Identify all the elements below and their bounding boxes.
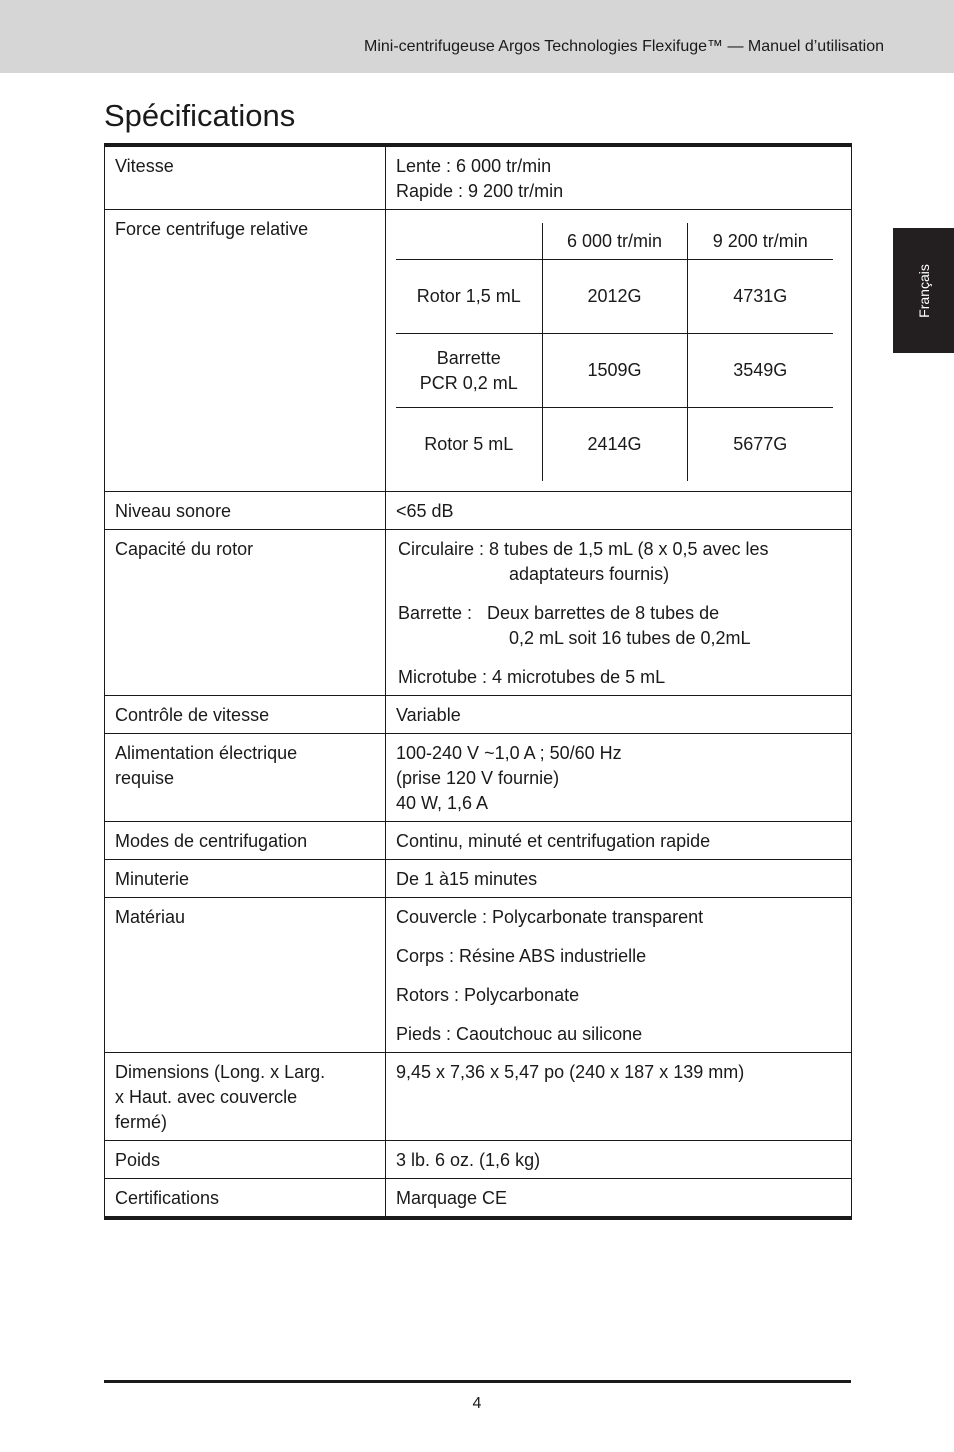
spec-label: Poids <box>105 1141 386 1179</box>
material-line: Couvercle : Polycarbonate transparent <box>396 907 704 927</box>
spec-value: De 1 à15 minutes <box>386 860 852 898</box>
spec-row-materiau <box>105 898 852 1053</box>
spec-label: Matériau <box>105 898 386 1053</box>
spec-label-line: Dimensions (Long. x Larg. <box>115 1062 326 1082</box>
spec-value-line: 40 W, 1,6 A <box>396 793 489 813</box>
spec-row-certifications <box>105 1179 852 1219</box>
spec-value: Variable <box>386 696 852 734</box>
spec-label: Niveau sonore <box>105 492 386 530</box>
spec-row-dimensions <box>105 1053 852 1141</box>
page-number: 4 <box>472 1395 482 1412</box>
spec-value-line: (prise 120 V fournie) <box>396 768 560 788</box>
spec-value-line: 100-240 V ~1,0 A ; 50/60 Hz <box>396 743 622 763</box>
spec-label: Minuterie <box>105 860 386 898</box>
spec-value <box>386 734 852 822</box>
rcf-row-name-line: PCR 0,2 mL <box>419 372 518 393</box>
spec-label <box>105 734 386 822</box>
spec-value: Continu, minuté et centrifugation rapide <box>386 822 852 860</box>
spec-value-line: Rapide : 9 200 tr/min <box>396 181 564 201</box>
rcf-table <box>396 223 833 481</box>
spec-label: Capacité du rotor <box>105 530 386 696</box>
spec-label-line: requise <box>115 768 175 788</box>
capacity-item <box>398 537 841 587</box>
spec-label: Vitesse <box>105 145 386 210</box>
spec-row-controle <box>105 696 852 734</box>
capacity-item-head: Barrette : Deux barrettes de 8 tubes de <box>398 603 720 623</box>
capacity-item-cont: 0,2 mL soit 16 tubes de 0,2mL <box>509 628 751 648</box>
rcf-row-name <box>396 334 542 408</box>
spec-value: 9,45 x 7,36 x 5,47 po (240 x 187 x 139 mm) <box>386 1053 852 1141</box>
spec-value <box>386 530 852 696</box>
spec-label: Contrôle de vitesse <box>105 696 386 734</box>
capacity-item-head: Circulaire : 8 tubes de 1,5 mL (8 x 0,5 avec les <box>398 539 769 559</box>
rcf-row-name: Rotor 5 mL <box>424 434 514 454</box>
capacity-item-head: Microtube : 4 microtubes de 5 mL <box>398 667 666 687</box>
specifications-table <box>104 143 852 1220</box>
language-tab <box>893 228 954 353</box>
spec-value-line: Lente : 6 000 tr/min <box>396 156 552 176</box>
spec-label-line: fermé) <box>115 1112 168 1132</box>
spec-row-vitesse <box>105 145 852 210</box>
spec-row-modes <box>105 822 852 860</box>
header-title: Mini-centrifugeuse Argos Technologies Flexifuge™ — Manuel d’utilisation <box>364 38 884 55</box>
capacity-item <box>398 665 841 690</box>
spec-label: Modes de centrifugation <box>105 822 386 860</box>
spec-label-line: x Haut. avec couvercle <box>115 1087 298 1107</box>
rcf-header-cell <box>396 223 542 260</box>
rcf-row-name: Rotor 1,5 mL <box>396 260 542 334</box>
capacity-item <box>398 601 841 651</box>
rcf-value-fast: 5677G <box>687 408 833 482</box>
material-line: Corps : Résine ABS industrielle <box>396 946 647 966</box>
spec-row-minuterie <box>105 860 852 898</box>
spec-value <box>386 210 852 492</box>
rcf-row <box>396 334 833 408</box>
rcf-value-slow: 1509G <box>542 334 687 408</box>
spec-value: <65 dB <box>386 492 852 530</box>
material-line: Pieds : Caoutchouc au silicone <box>396 1024 643 1044</box>
rcf-header-row <box>396 223 833 260</box>
footer-rule <box>104 1380 851 1383</box>
rcf-value-slow: 2012G <box>542 260 687 334</box>
rcf-header-cell: 9 200 tr/min <box>687 223 833 260</box>
rcf-row-name-line: Barrette <box>436 347 501 368</box>
material-line: Rotors : Polycarbonate <box>396 985 580 1005</box>
header-band <box>0 0 954 73</box>
spec-label: Certifications <box>105 1179 386 1219</box>
rcf-value-fast: 3549G <box>687 334 833 408</box>
spec-row-capacite <box>105 530 852 696</box>
spec-label-line: Alimentation électrique <box>115 743 298 763</box>
spec-value <box>386 898 852 1053</box>
spec-value <box>386 145 852 210</box>
spec-row-alimentation <box>105 734 852 822</box>
spec-row-niveau-sonore <box>105 492 852 530</box>
rcf-value-fast: 4731G <box>687 260 833 334</box>
rcf-value-slow: 2414G <box>542 408 687 482</box>
capacity-item-cont: adaptateurs fournis) <box>509 564 670 584</box>
spec-value: Marquage CE <box>386 1179 852 1219</box>
rcf-row <box>396 260 833 334</box>
rcf-row <box>396 408 833 482</box>
page-title: Spécifications <box>104 98 296 133</box>
language-tab-label: Français <box>915 263 932 318</box>
spec-label: Force centrifuge relative <box>105 210 386 492</box>
spec-label <box>105 1053 386 1141</box>
spec-value: 3 lb. 6 oz. (1,6 kg) <box>386 1141 852 1179</box>
rcf-header-cell: 6 000 tr/min <box>542 223 687 260</box>
spec-row-rcf <box>105 210 852 492</box>
spec-row-poids <box>105 1141 852 1179</box>
